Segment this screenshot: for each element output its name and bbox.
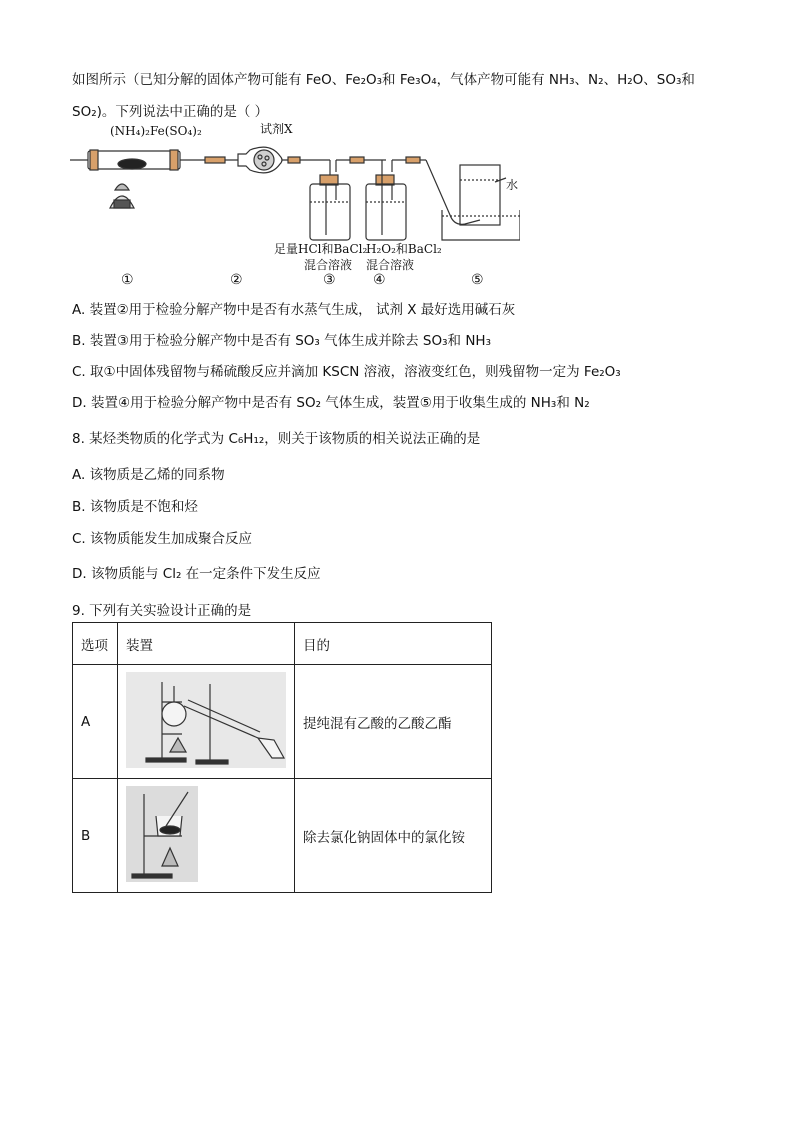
q7-option-d: D. 装置④用于检验分解产物中是否有 SO₂ 气体生成，装置⑤用于收集生成的 NH₃和 N₂ <box>72 395 590 411</box>
q8-stem: 8. 某烃类物质的化学式为 C₆H₁₂，则关于该物质的相关说法正确的是 <box>72 431 481 447</box>
apparatus-number-2: ② <box>230 272 243 288</box>
distillation-apparatus-image <box>126 672 286 768</box>
q9-row-b-apparatus <box>118 779 295 893</box>
q9-row-a-purpose: 提纯混有乙酸的乙酸乙酯 <box>295 665 492 779</box>
q9-header-option: 选项 <box>73 623 118 665</box>
table-row <box>73 665 492 779</box>
question-intro-line2: SO₂)。下列说法中正确的是（ ） <box>72 104 269 120</box>
bottle4-label-line1: H₂O₂和BaCl₂ <box>366 242 442 256</box>
table-row <box>73 779 492 893</box>
apparatus-number-1: ① <box>121 272 134 288</box>
q9-row-a-option: A <box>73 665 118 779</box>
q7-option-b: B. 装置③用于检验分解产物中是否有 SO₃ 气体生成并除去 SO₃和 NH₃ <box>72 333 491 349</box>
apparatus-number-4: ④ <box>373 272 386 288</box>
reagent-x-label: 试剂X <box>260 122 293 136</box>
q9-table <box>72 622 492 893</box>
apparatus-diagram <box>70 120 520 295</box>
apparatus-number-3: ③ <box>323 272 336 288</box>
q7-option-a: A. 装置②用于检验分解产物中是否有水蒸气生成， 试剂 X 最好选用碱石灰 <box>72 302 516 318</box>
q8-option-a: A. 该物质是乙烯的同系物 <box>72 467 225 483</box>
q9-row-b-purpose: 除去氯化钠固体中的氯化铵 <box>295 779 492 893</box>
bottle3-label-line2: 混合溶液 <box>304 258 353 272</box>
sublimation-apparatus-image <box>126 786 198 882</box>
q8-option-c: C. 该物质能发生加成聚合反应 <box>72 531 253 547</box>
q9-row-a-apparatus <box>118 665 295 779</box>
reactant-label: (NH₄)₂Fe(SO₄)₂ <box>110 124 202 138</box>
q8-option-d: D. 该物质能与 Cl₂ 在一定条件下发生反应 <box>72 566 321 582</box>
apparatus-number-5: ⑤ <box>471 272 484 288</box>
water-label: 水 <box>506 178 519 192</box>
question-intro-line1: 如图所示（已知分解的固体产物可能有 FeO、Fe₂O₃和 Fe₃O₄，气体产物可能有 NH₃、N₂、H₂O、SO₃和 <box>72 72 695 88</box>
bottle3-label-line1: 足量HCl和BaCl₂ <box>274 242 368 256</box>
q9-header-apparatus: 装置 <box>118 623 295 665</box>
q9-stem: 9. 下列有关实验设计正确的是 <box>72 603 252 619</box>
q9-row-b-option: B <box>73 779 118 893</box>
q9-header-purpose: 目的 <box>295 623 492 665</box>
bottle4-label-line2: 混合溶液 <box>366 258 415 272</box>
q7-option-c: C. 取①中固体残留物与稀硫酸反应并滴加 KSCN 溶液，溶液变红色，则残留物一定为 Fe₂O₃ <box>72 364 621 380</box>
q8-option-b: B. 该物质是不饱和烃 <box>72 499 198 515</box>
